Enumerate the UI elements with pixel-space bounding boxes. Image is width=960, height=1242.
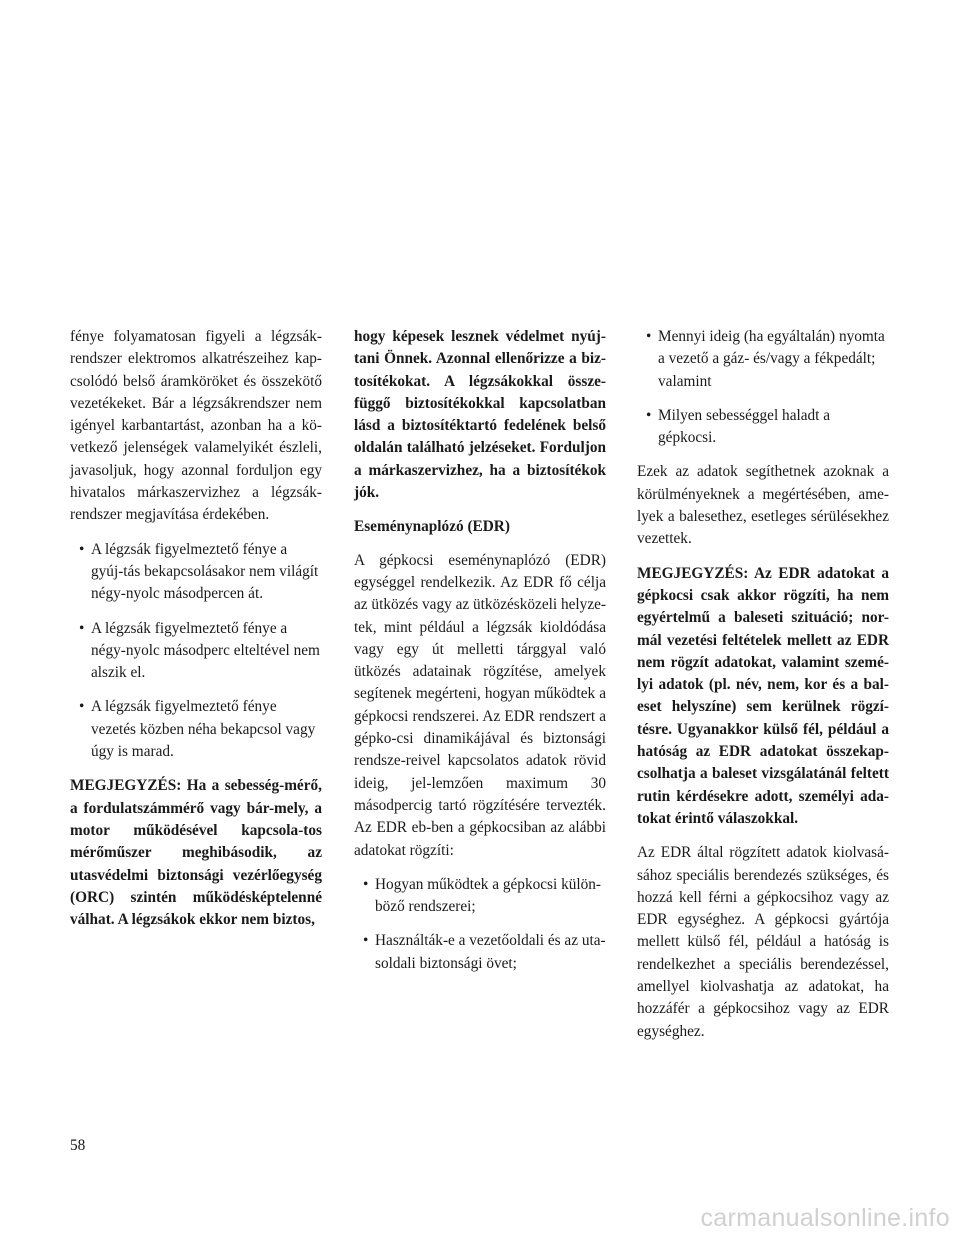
body-paragraph: Az EDR által rögzített adatok kiolvasá-sához speciális berendezés szükséges, és hozzá kell férni a gépkocsihoz vagy az EDR egységhez. A gépkocsi gyártója mellett külső fél, például a hatóság is rendelkezhet a speciális berendezéssel, amellyel kiolvashatja az adatokat, ha hozzáfér a gépkocsihoz vagy az EDR egységhez. bbox=[637, 844, 889, 1040]
watermark: carmanualsonline.info bbox=[700, 1204, 950, 1232]
edr-data-list bbox=[354, 874, 606, 975]
body-paragraph: A gépkocsi eseménynaplózó (EDR) egységgel rendelkezik. Az EDR fő célja az ütközés vagy az ütközésközeli helyze-tek, mint például a légzsák kioldódása vagy egy út melletti tárggyal való ütközés adatainak rögzítése, amelyek segítenek megérteni, hogyan működtek a gépkocsi rendszerei. Az EDR rendszert a gépko-csi dinamikájával és biztonsági rendsze-reivel kapcsolatos adatok rövid ideig, jel-lemzően maximum 30 másodpercig tartó rögzítésére tervezték. Az EDR eb-ben a gépkocsiban az alábbi adatokat rögzíti: bbox=[354, 551, 606, 859]
list-item: • A légzsák figyelmeztető fénye vezetés közben néha bekapcsol vagy úgy is marad. bbox=[70, 696, 322, 763]
list-item: • A légzsák figyelmeztető fénye a négy-nyolc másodperc elteltével nem alszik el. bbox=[70, 618, 322, 685]
list-item: • Használták-e a vezetőoldali és az uta-soldali biztonsági övet; bbox=[354, 930, 606, 975]
list-item: • A légzsák figyelmeztető fénye a gyúj-tás bekapcsolásakor nem világít négy-nyolc másodpercen át. bbox=[70, 539, 322, 606]
text-column-right bbox=[637, 326, 889, 1055]
section-heading: Eseménynaplózó (EDR) bbox=[354, 518, 510, 536]
text-column-middle bbox=[354, 326, 606, 987]
list-item: • Mennyi ideig (ha egyáltalán) nyomta a vezető a gáz- és/vagy a fékpedált; valamint bbox=[637, 326, 889, 393]
note-paragraph: MEGJEGYZÉS: Az EDR adatokat a gépkocsi csak akkor rögzíti, ha nem egyértelmű a baleseti szituáció; nor-mál vezetési feltételek mellett az EDR nem rögzít adatokat, valamint szemé-lyi adatok (pl. név, nem, kor és a bal-eset helyszíne) sem kerülnek rögzí-tésre. Ugyanakkor külső fél, például a hatóság az EDR adatokat összekap-csolhatja a baleset vizsgálatánál feltett rutin kérdésekre adott, személyi ada-tokat érintő válaszokkal. bbox=[637, 564, 889, 827]
note-paragraph-continued: hogy képesek lesznek védelmet nyúj-tani Önnek. Azonnal ellenőrizze a biz-tosítékokat. A légzsákokkal össze-függő biztosítékokkal kapcsolatban lásd a biztosítéktartó fedelének belső oldalán található jelzéseket. Forduljon a márkaszervizhez, ha a biztosítékok jók. bbox=[354, 328, 606, 502]
body-paragraph: fénye folyamatosan figyeli a légzsák-rendszer elektromos alkatrészeihez kap-csolódó belső áramköröket és összekötő vezetékeket. Bár a légzsákrendszer nem igényel karbantartást, azonban ha a kö-vetkező jelenségek valamelyikét észleli, javasoljuk, hogy azonnal forduljon egy hivatalos márkaszervizhez a légzsák-rendszer megjavítása érdekében. bbox=[70, 328, 322, 524]
body-paragraph: Ezek az adatok segíthetnek azoknak a körülményeknek a megértésében, ame-lyek a balesethez, esetleges sérülésekhez vezettek. bbox=[637, 463, 889, 548]
text-column-left bbox=[70, 326, 322, 943]
list-item: • Hogyan működtek a gépkocsi külön-böző rendszerei; bbox=[354, 874, 606, 919]
edr-data-list-continued bbox=[637, 326, 889, 449]
page-number: 58 bbox=[70, 1137, 86, 1154]
warning-light-list bbox=[70, 539, 322, 764]
note-paragraph: MEGJEGYZÉS: Ha a sebesség-mérő, a fordulatszámmérő vagy bár-mely, a motor működésével kapcsola-tos mérőműszer meghibásodik, az utasvédelmi biztonsági vezérlőegység (ORC) szintén működésképtelenné válhat. A légzsákok ekkor nem biztos, bbox=[70, 777, 322, 929]
list-item: • Milyen sebességgel haladt a gépkocsi. bbox=[637, 405, 889, 450]
